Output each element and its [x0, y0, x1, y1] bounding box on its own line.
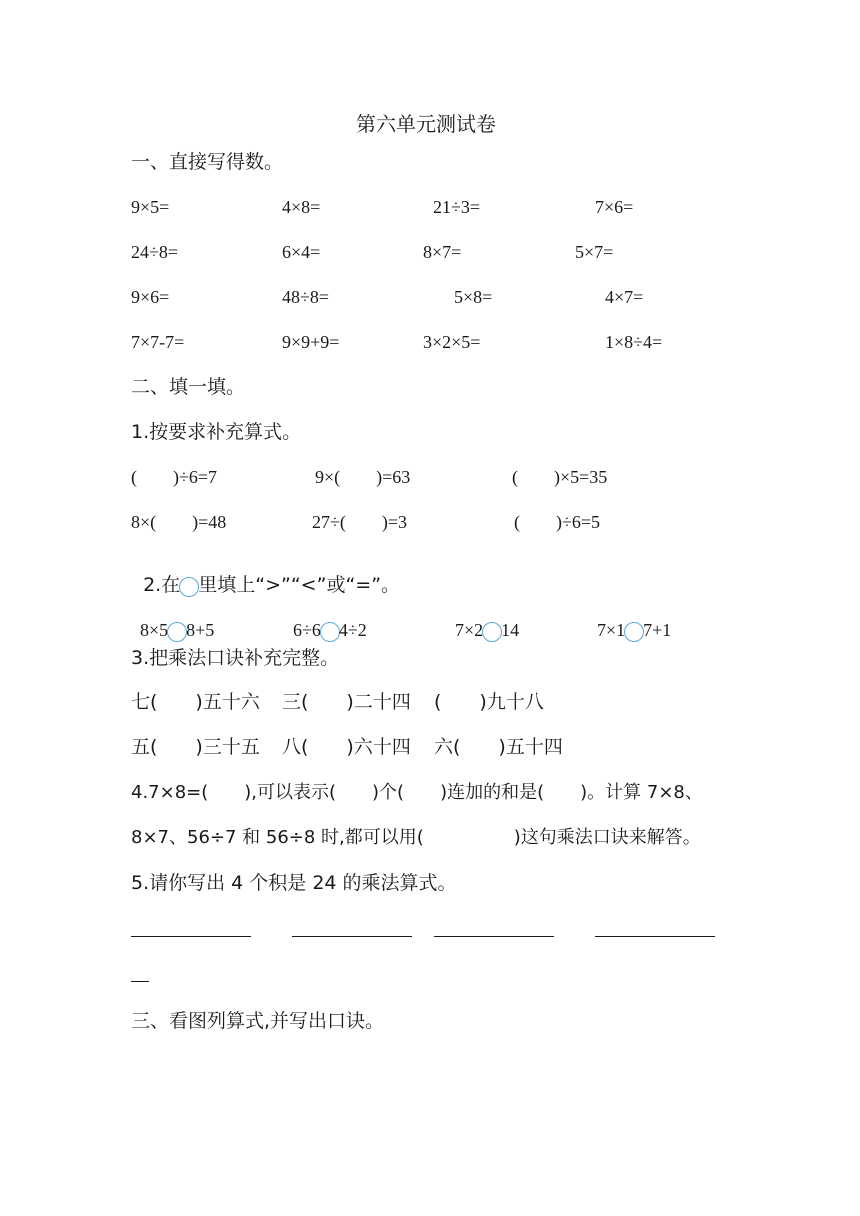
- answer-line-1[interactable]: [131, 936, 251, 937]
- q1-label: 1.按要求补充算式。: [131, 421, 302, 443]
- q2-item-2: [284, 603, 367, 642]
- answer-line-4[interactable]: [595, 936, 715, 937]
- s1-r3-c4: 4×7=: [605, 287, 644, 307]
- s1-r4-c2: 9×9+9=: [282, 332, 340, 352]
- q3-r2-c3: 六( )五十四: [434, 736, 563, 758]
- compare-circle-icon[interactable]: [167, 622, 187, 642]
- s1-r2-c2: 6×4=: [282, 242, 321, 262]
- q2-item-3: [446, 603, 519, 642]
- q1-r1-c3: ( )×5=35: [512, 467, 608, 487]
- s1-r2-c3: 8×7=: [423, 242, 462, 262]
- q2-item-1: [131, 603, 214, 642]
- q2-item-4: [588, 603, 671, 642]
- q3-r1-c1: 七( )五十六: [131, 691, 260, 713]
- q3-r2-c2: 八( )六十四: [282, 736, 411, 758]
- compare-circle-icon[interactable]: [624, 622, 644, 642]
- q1-r1-c1: ( )÷6=7: [131, 467, 218, 487]
- q3-r1-c2: 三( )二十四: [282, 691, 411, 713]
- s1-r4-c3: 3×2×5=: [423, 332, 481, 352]
- q2-item-right: 14: [501, 620, 520, 640]
- answer-line-5[interactable]: [131, 981, 149, 982]
- q3-label: 3.把乘法口诀补充完整。: [131, 647, 340, 669]
- s1-r1-c1: 9×5=: [131, 197, 170, 217]
- s1-r4-c1: 7×7-7=: [131, 332, 185, 352]
- q3-r1-c3: ( )九十八: [434, 691, 544, 713]
- compare-circle-icon[interactable]: [482, 622, 502, 642]
- s1-r1-c3: 21÷3=: [433, 197, 481, 217]
- section-1-heading: 一、直接写得数。: [131, 151, 284, 173]
- s1-r3-c1: 9×6=: [131, 287, 170, 307]
- page-title: 第六单元测试卷: [356, 112, 496, 136]
- q2-item-right: 4÷2: [338, 620, 367, 640]
- answer-line-3[interactable]: [434, 936, 554, 937]
- s1-r2-c1: 24÷8=: [131, 242, 179, 262]
- s1-r3-c3: 5×8=: [454, 287, 493, 307]
- q2-item-right: 8+5: [186, 620, 215, 640]
- q2-item-left: 7×1: [597, 620, 626, 640]
- q1-r2-c2: 27÷( )=3: [312, 512, 408, 532]
- s1-r2-c4: 5×7=: [575, 242, 614, 262]
- q5-label: 5.请你写出 4 个积是 24 的乘法算式。: [131, 872, 457, 894]
- s1-r1-c4: 7×6=: [595, 197, 634, 217]
- q2-label-end: 里填上“>”“<”或“=”。: [198, 574, 401, 596]
- q2-item-right: 7+1: [643, 620, 672, 640]
- s1-r4-c4: 1×8÷4=: [605, 332, 663, 352]
- q1-r1-c2: 9×( )=63: [315, 467, 411, 487]
- answer-circle-icon: [179, 577, 199, 597]
- q1-r2-c1: 8×( )=48: [131, 512, 227, 532]
- answer-line-2[interactable]: [292, 936, 412, 937]
- q2-label: [131, 557, 400, 597]
- s1-r1-c2: 4×8=: [282, 197, 321, 217]
- q1-r2-c3: ( )÷6=5: [514, 512, 601, 532]
- q4-line-2: 8×7、56÷7 和 56÷8 时,都可以用( )这句乘法口诀来解答。: [131, 827, 701, 848]
- compare-circle-icon[interactable]: [320, 622, 340, 642]
- s1-r3-c2: 48÷8=: [282, 287, 330, 307]
- q2-item-left: 8×5: [140, 620, 169, 640]
- section-2-heading: 二、填一填。: [131, 376, 246, 398]
- q3-r2-c1: 五( )三十五: [131, 736, 260, 758]
- q2-label-start: 2.在: [143, 574, 181, 596]
- q2-item-left: 6÷6: [293, 620, 321, 640]
- q4-line-1: 4.7×8=( ),可以表示( )个( )连加的和是( )。计算 7×8、: [131, 782, 703, 803]
- section-3-heading: 三、看图列算式,并写出口诀。: [131, 1010, 385, 1032]
- q2-item-left: 7×2: [455, 620, 484, 640]
